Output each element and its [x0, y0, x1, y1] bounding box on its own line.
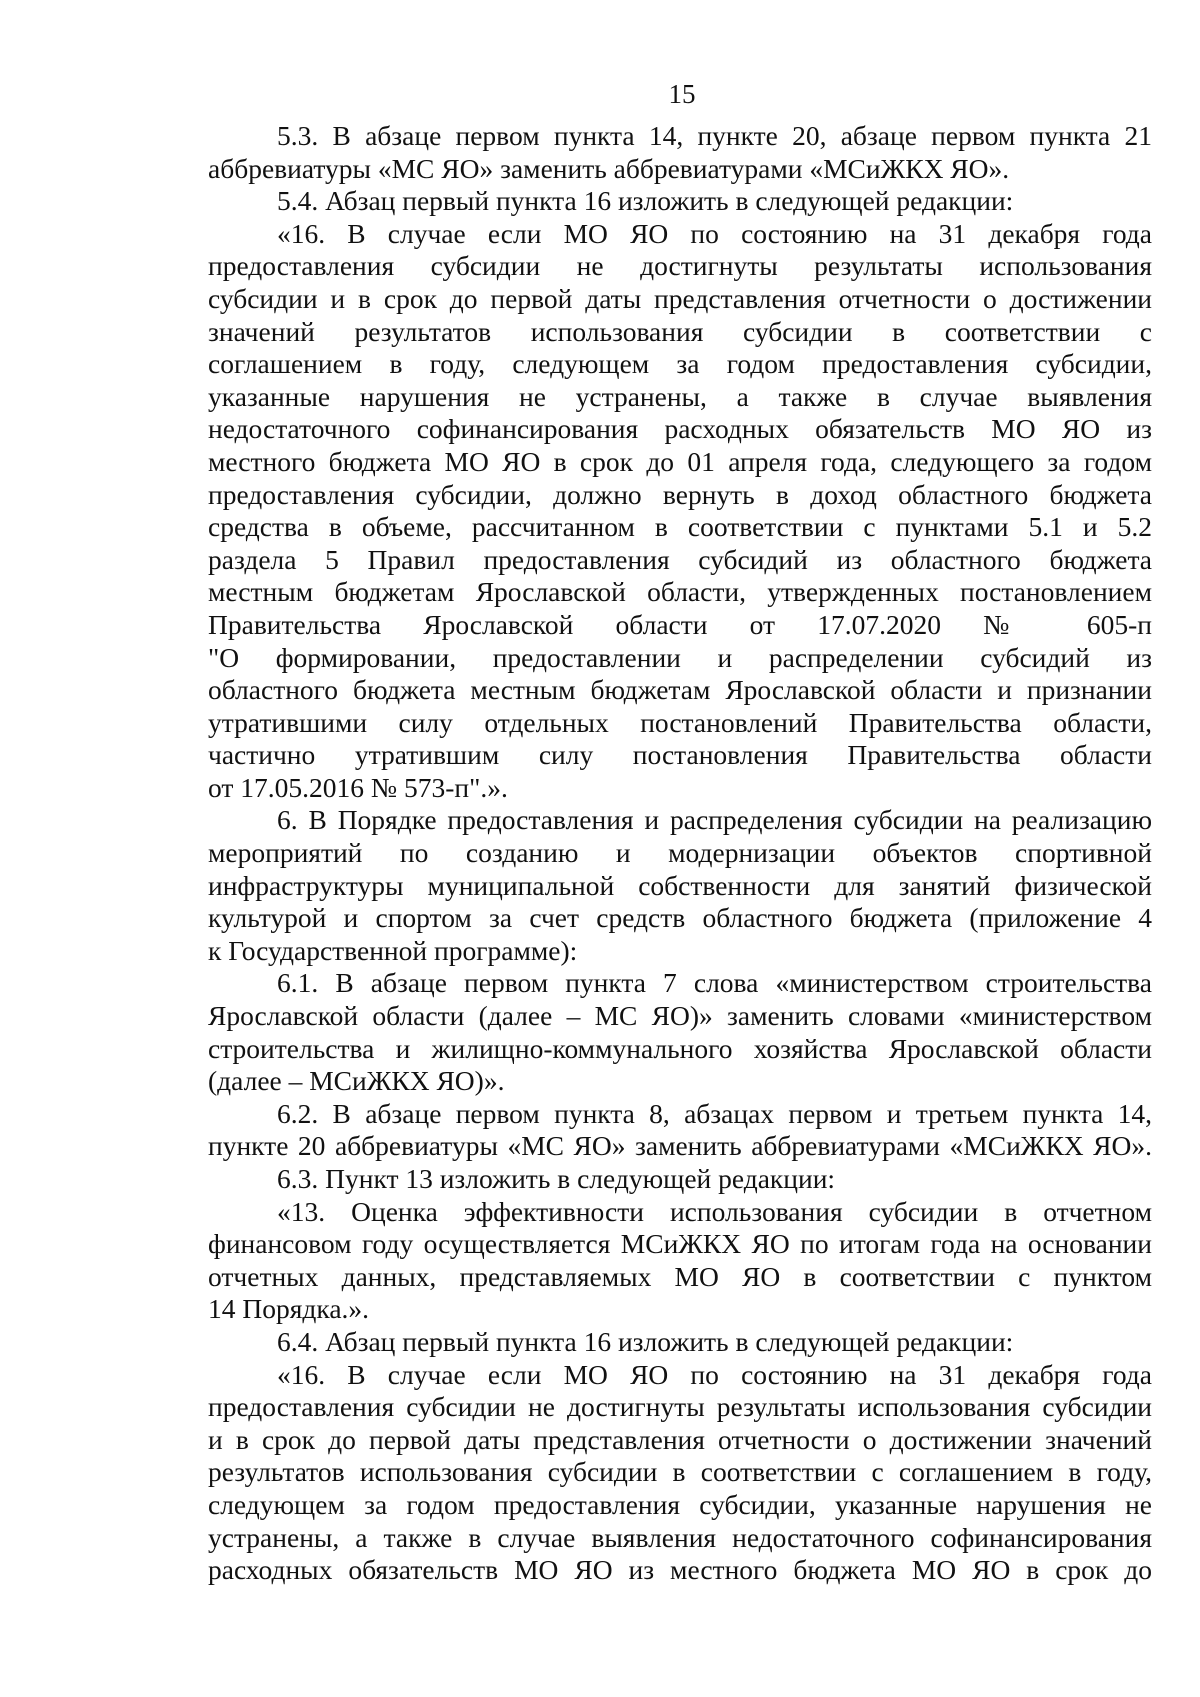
text-line: 6. В Порядке предоставления и распределения субсидии на реализацию	[277, 804, 1152, 836]
text-line: недостаточного софинансирования расходных обязательств МО ЯО из	[208, 413, 1152, 445]
text-line: устранены, а также в случае выявления недостаточного софинансирования	[208, 1521, 1152, 1553]
text-line: к Государственной программе):	[208, 934, 578, 966]
text-line: аббревиатуры «МС ЯО» заменить аббревиатурами «МСиЖКХ ЯО».	[208, 152, 1010, 184]
text-line: частично утратившим силу постановления Правительства области	[208, 739, 1152, 771]
text-line: финансовом году осуществляется МСиЖКХ ЯО по итогам года на основании	[208, 1228, 1152, 1260]
text-line: 6.3. Пункт 13 изложить в следующей редакции:	[277, 1163, 836, 1194]
text-line: отчетных данных, представляемых МО ЯО в соответствии с пунктом	[208, 1260, 1152, 1292]
text-line: указанные нарушения не устранены, а также в случае выявления	[208, 380, 1152, 412]
text-line: расходных обязательств МО ЯО из местного бюджета МО ЯО в срок до	[208, 1554, 1152, 1586]
text-line: 6.4. Абзац первый пункта 16 изложить в следующей редакции:	[277, 1325, 1014, 1357]
text-line: местного бюджета МО ЯО в срок до 01 апреля года, следующего за годом	[208, 445, 1152, 477]
text-line: пункте 20 аббревиатуры «МС ЯО» заменить аббревиатурами «МСиЖКХ ЯО».	[208, 1130, 1152, 1162]
text-line: инфраструктуры муниципальной собственности для занятий физической	[208, 869, 1152, 901]
text-line: значений результатов использования субсидии в соответствии с	[208, 315, 1152, 347]
text-line: «16. В случае если МО ЯО по состоянию на 31 декабря года	[277, 1358, 1152, 1390]
text-line: предоставления субсидии не достигнуты результаты использования	[208, 250, 1152, 282]
text-line: Ярославской области (далее – МС ЯО)» заменить словами «министерством	[208, 1000, 1152, 1032]
text-line: 14 Порядка.».	[208, 1293, 370, 1325]
text-line: средства в объеме, рассчитанном в соответствии с пунктами 5.1 и 5.2	[208, 511, 1152, 543]
text-line: от 17.05.2016 № 573-п".».	[208, 771, 508, 803]
text-line: местным бюджетам Ярославской области, утвержденных постановлением	[208, 576, 1152, 608]
text-line: 5.4. Абзац первый пункта 16 изложить в следующей редакции:	[277, 185, 1014, 217]
text-line: утратившими силу отдельных постановлений Правительства области,	[208, 706, 1152, 738]
text-line: областного бюджета местным бюджетам Ярославской области и признании	[208, 674, 1152, 706]
text-line: «16. В случае если МО ЯО по состоянию на 31 декабря года	[277, 217, 1152, 249]
text-line: следующем за годом предоставления субсидии, указанные нарушения не	[208, 1488, 1152, 1520]
text-line: предоставления субсидии не достигнуты результаты использования субсидии	[208, 1391, 1152, 1423]
text-line: строительства и жилищно-коммунального хозяйства Ярославской области	[208, 1032, 1152, 1064]
text-line: культурой и спортом за счет средств областного бюджета (приложение 4	[208, 902, 1152, 934]
text-line: мероприятий по созданию и модернизации объектов спортивной	[208, 837, 1152, 869]
text-line: раздела 5 Правил предоставления субсидий из областного бюджета	[208, 543, 1152, 575]
text-line: субсидии и в срок до первой даты представления отчетности о достижении	[208, 282, 1152, 314]
text-line: 6.1. В абзаце первом пункта 7 слова «министерством строительства	[277, 967, 1152, 999]
text-line: "О формировании, предоставлении и распределении субсидий из	[208, 641, 1152, 673]
text-line: 6.2. В абзаце первом пункта 8, абзацах первом и третьем пункта 14,	[277, 1097, 1152, 1129]
text-line: Правительства Ярославской области от 17.07.2020 № 605-п	[208, 608, 1152, 640]
text-line: «13. Оценка эффективности использования субсидии в отчетном	[277, 1195, 1152, 1227]
document-body	[208, 120, 1152, 1587]
text-line: и в срок до первой даты представления отчетности о достижении значений	[208, 1423, 1152, 1455]
text-line: предоставления субсидии, должно вернуть в доход областного бюджета	[208, 478, 1152, 510]
text-line: результатов использования субсидии в соответствии с соглашением в году,	[208, 1456, 1152, 1488]
text-line: (далее – МСиЖКХ ЯО)».	[208, 1065, 505, 1097]
page-number: 15	[668, 79, 696, 109]
text-line: 5.3. В абзаце первом пункта 14, пункте 20, абзаце первом пункта 21	[277, 120, 1152, 151]
text-line: соглашением в году, следующем за годом предоставления субсидии,	[208, 348, 1152, 380]
